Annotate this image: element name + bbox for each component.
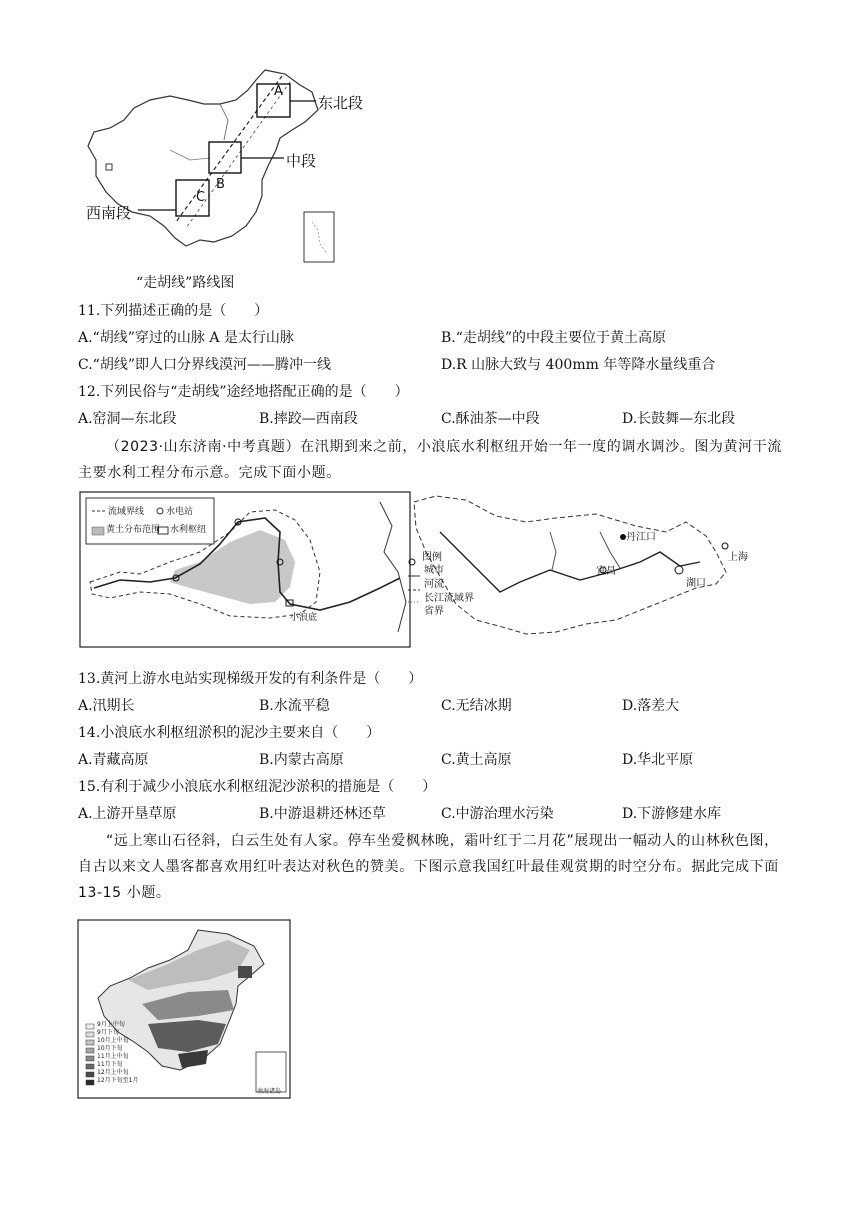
q11-option-d[interactable]: D.R 山脉大致与 400mm 年等降水量线重合	[441, 357, 716, 373]
legend-item: 9月下旬	[97, 1029, 119, 1036]
q12-option-b[interactable]: B.摔跤—西南段	[259, 411, 358, 427]
legend-boundary: 流域界线	[108, 507, 145, 517]
q15-option-b[interactable]: B.中游退耕还林还草	[259, 806, 386, 822]
legend-river: 河流	[424, 579, 444, 590]
yangtze-river-line	[440, 532, 700, 592]
q11-stem: 11.下列描述正确的是（ ）	[78, 303, 269, 319]
legend-hub: 水利枢纽	[170, 525, 207, 535]
legend-item: 9月上中旬	[97, 1021, 125, 1028]
q13-stem: 13.黄河上游水电站实现梯级开发的有利条件是（ ）	[78, 671, 423, 687]
legend-item: 12月下旬至1月	[97, 1077, 139, 1084]
city-danjiangkou: 丹江口	[626, 532, 656, 543]
q15-option-a[interactable]: A.上游开垦草原	[78, 806, 177, 822]
intro-3: “远上寒山石径斜，白云生处有人家。停车坐爱枫林晚，霜叶红于二月花”展现出一幅动人的山林秋色图，自古以来文人墨客都喜欢用红叶表达对秋色的赞美。下图示意我国红叶最佳观赏期的时空分布。据此完成下面 13-15 小题。	[78, 833, 779, 901]
q15-stem: 15.有利于减少小浪底水利枢纽泥沙淤积的措施是（ ）	[78, 779, 437, 795]
q11-option-b[interactable]: B.“走胡线”的中段主要位于黄土高原	[441, 330, 667, 346]
q12-option-c[interactable]: C.酥油茶—中段	[441, 411, 540, 427]
q14-stem: 14.小浪底水利枢纽淤积的泥沙主要来自（ ）	[78, 725, 381, 741]
q15-option-c[interactable]: C.中游治理水污染	[441, 806, 554, 822]
hu-line-route-map	[0, 0, 860, 300]
right-legend-title: 图例	[422, 552, 442, 563]
q13-option-c[interactable]: C.无结冰期	[441, 698, 512, 714]
legend-item: 10月上中旬	[97, 1037, 129, 1044]
label-a: A	[274, 84, 283, 99]
inset-label: 南海诸岛	[257, 1088, 282, 1095]
legend-item: 12月上中旬	[97, 1069, 129, 1076]
q13-option-b[interactable]: B.水流平稳	[259, 698, 330, 714]
q14-option-a[interactable]: A.青藏高原	[78, 752, 149, 768]
label-southwest: 西南段	[86, 204, 132, 222]
label-middle: 中段	[286, 152, 317, 170]
q11-option-c[interactable]: C.“胡线”即人口分界线漠河——腾冲一线	[78, 357, 331, 373]
legend-basin: 长江流域界	[424, 593, 474, 604]
fig1-caption: “走胡线”路线图	[136, 275, 235, 291]
q12-stem: 12.下列民俗与“走胡线”途经地搭配正确的是（ ）	[78, 384, 409, 400]
legend-item: 10月下旬	[97, 1045, 123, 1052]
label-c: C	[196, 190, 206, 205]
red-leaf-legend	[97, 1021, 138, 1085]
legend-province: 省界	[424, 606, 444, 617]
hu-line-dashed	[176, 76, 282, 222]
city-shanghai: 上海	[728, 552, 748, 563]
q14-option-d[interactable]: D.华北平原	[622, 752, 694, 768]
q14-option-b[interactable]: B.内蒙古高原	[259, 752, 344, 768]
q13-option-d[interactable]: D.落差大	[622, 698, 680, 714]
q12-option-a[interactable]: A.窑洞—东北段	[78, 411, 177, 427]
city-hukou: 湖口	[686, 578, 706, 589]
xiaolangdi-label: 小浪底	[290, 613, 318, 623]
label-b: B	[216, 177, 225, 192]
legend-station: 水电站	[166, 507, 194, 517]
legend-city: 城市	[424, 565, 444, 576]
legend-item: 11月下旬	[97, 1061, 123, 1068]
q14-option-c[interactable]: C.黄土高原	[441, 752, 512, 768]
legend-item: 11月上中旬	[97, 1053, 129, 1060]
q15-option-d[interactable]: D.下游修建水库	[622, 806, 722, 822]
q11-option-a[interactable]: A.“胡线”穿过的山脉 A 是太行山脉	[78, 330, 294, 346]
left-legend-box	[86, 498, 214, 544]
intro-2: （2023·山东济南·中考真题）在汛期到来之前，小浪底水利枢纽开始一年一度的调水调沙。图为黄河干流主要水利工程分布示意。完成下面小题。	[78, 439, 782, 481]
q13-option-a[interactable]: A.汛期长	[78, 698, 135, 714]
small-square-marker	[106, 164, 112, 170]
q12-option-d[interactable]: D.长鼓舞—东北段	[622, 411, 736, 427]
label-northeast: 东北段	[318, 94, 364, 112]
city-yichang: 宜昌	[596, 566, 616, 577]
legend-loess: 黄土分布范围	[106, 525, 161, 535]
